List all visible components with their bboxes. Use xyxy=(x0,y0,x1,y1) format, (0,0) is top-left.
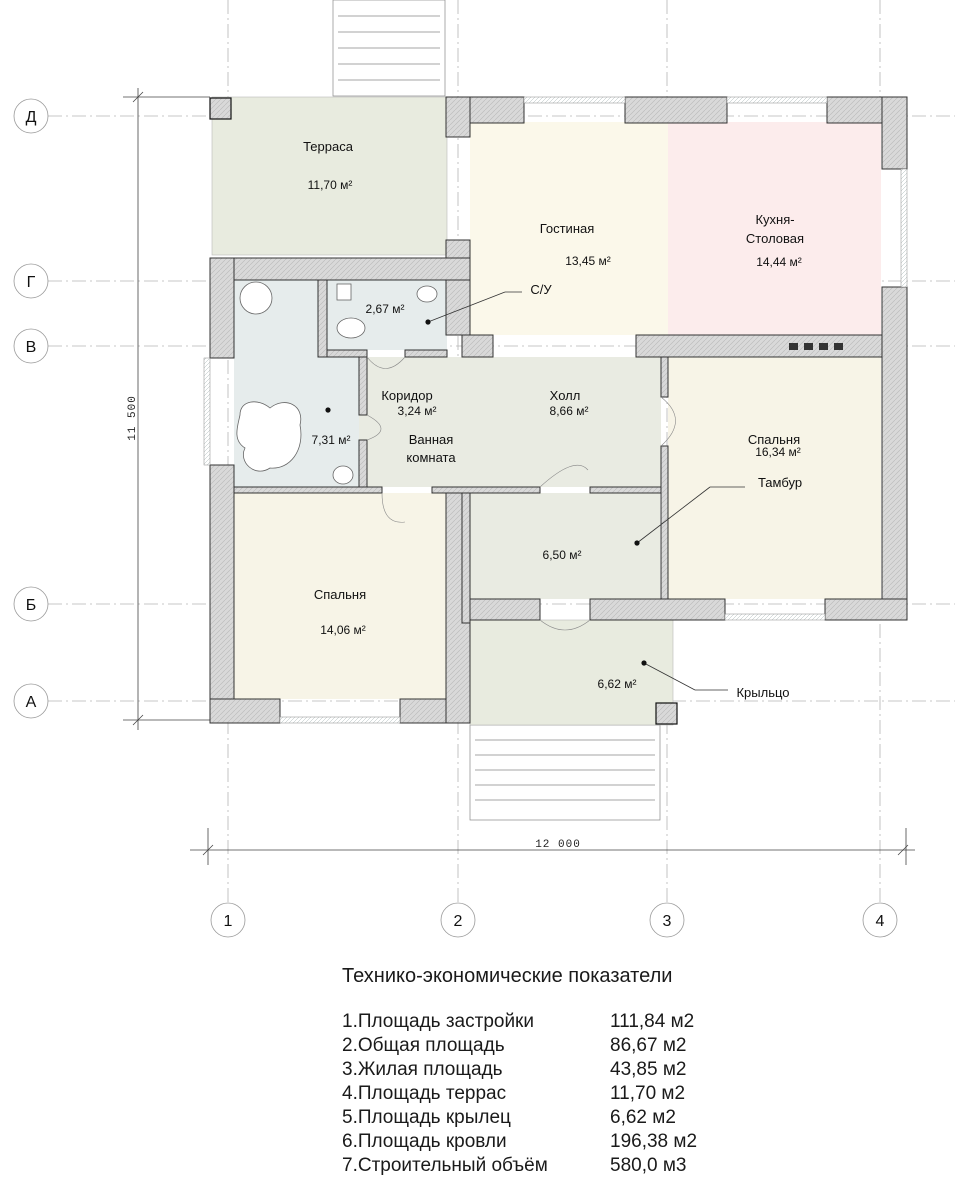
axis-label-row-5: А xyxy=(25,694,37,711)
porch-stairs xyxy=(470,725,660,820)
terrace-column xyxy=(210,98,231,119)
wc-area: 2,67 м² xyxy=(365,302,405,316)
terrace-name: Терраса xyxy=(303,139,353,154)
porch-callout: Крыльцо xyxy=(736,685,790,700)
living-name: Гостиная xyxy=(539,221,595,236)
kitchen-area: 14,44 м² xyxy=(756,255,802,269)
bedroom-right-name: Спальня xyxy=(747,432,801,447)
indicator-label: 7.Строительный объём xyxy=(342,1155,548,1176)
hall-floor xyxy=(359,357,661,487)
bath-name-line2: комната xyxy=(406,450,456,465)
indicator-label: 1.Площадь застройки xyxy=(342,1011,534,1032)
axis-label-col-3: 3 xyxy=(662,913,672,930)
bath-name-line1: Ванная xyxy=(408,432,454,447)
terrace-area: 11,70 м² xyxy=(307,178,353,192)
indicator-row xyxy=(342,1130,762,1154)
bedroom-left-area: 14,06 м² xyxy=(320,623,366,637)
bath-area: 7,31 м² xyxy=(311,433,351,447)
indicator-label: 5.Площадь крылец xyxy=(342,1107,511,1128)
axis-label-col-2: 2 xyxy=(453,913,463,930)
indicator-value: 196,38 м2 xyxy=(610,1131,698,1152)
terrace-stairs xyxy=(333,0,445,96)
indicator-row xyxy=(342,1058,762,1082)
indicator-label: 2.Общая площадь xyxy=(342,1035,505,1056)
indicator-row xyxy=(342,1082,762,1106)
technical-indicators xyxy=(342,965,762,1178)
axis-label-row-2: Г xyxy=(26,274,36,291)
indicator-value: 86,67 м2 xyxy=(610,1035,687,1056)
indicator-row xyxy=(342,1106,762,1130)
corridor-name: Коридор xyxy=(381,388,433,403)
axis-label-row-3: В xyxy=(25,339,37,356)
axis-label-col-1: 1 xyxy=(223,913,233,930)
living-area: 13,45 м² xyxy=(565,254,611,268)
axis-label-col-4: 4 xyxy=(875,913,885,930)
porch-area: 6,62 м² xyxy=(597,677,637,691)
corridor-area: 3,24 м² xyxy=(397,404,437,418)
wc-callout: С/У xyxy=(530,282,552,297)
indicator-row xyxy=(342,1034,762,1058)
indicator-label: 3.Жилая площадь xyxy=(342,1059,503,1080)
indicator-value: 111,84 м2 xyxy=(610,1011,695,1032)
indicator-row xyxy=(342,1010,762,1034)
indicator-value: 580,0 м3 xyxy=(610,1155,687,1176)
indicator-label: 4.Площадь террас xyxy=(342,1083,507,1104)
bedroom-left-name: Спальня xyxy=(313,587,367,602)
vestibule-callout: Тамбур xyxy=(757,475,803,490)
hall-name: Холл xyxy=(549,388,581,403)
indicator-value: 43,85 м2 xyxy=(610,1059,687,1080)
hall-area: 8,66 м² xyxy=(549,404,589,418)
porch-column xyxy=(656,703,677,724)
indicator-value: 6,62 м2 xyxy=(610,1107,676,1128)
dimension-width: 12 000 xyxy=(535,839,581,851)
axis-label-row-1: Д xyxy=(25,109,37,126)
indicator-value: 11,70 м2 xyxy=(610,1083,686,1104)
terrace-floor xyxy=(212,97,447,255)
technical-indicators-title: Технико-экономические показатели xyxy=(342,965,673,987)
bedroom-right-area: 16,34 м² xyxy=(755,445,801,459)
vestibule-floor xyxy=(470,493,660,599)
kitchen-floor xyxy=(668,122,881,335)
dimension-height: 11 500 xyxy=(127,395,139,441)
porch-floor xyxy=(470,620,673,725)
vestibule-area: 6,50 м² xyxy=(542,548,582,562)
indicator-label: 6.Площадь кровли xyxy=(342,1131,507,1152)
kitchen-name-line2: Столовая xyxy=(745,231,805,246)
axis-label-row-4: Б xyxy=(25,597,37,614)
indicator-row xyxy=(342,1154,762,1178)
kitchen-name-line1: Кухня- xyxy=(755,212,795,227)
